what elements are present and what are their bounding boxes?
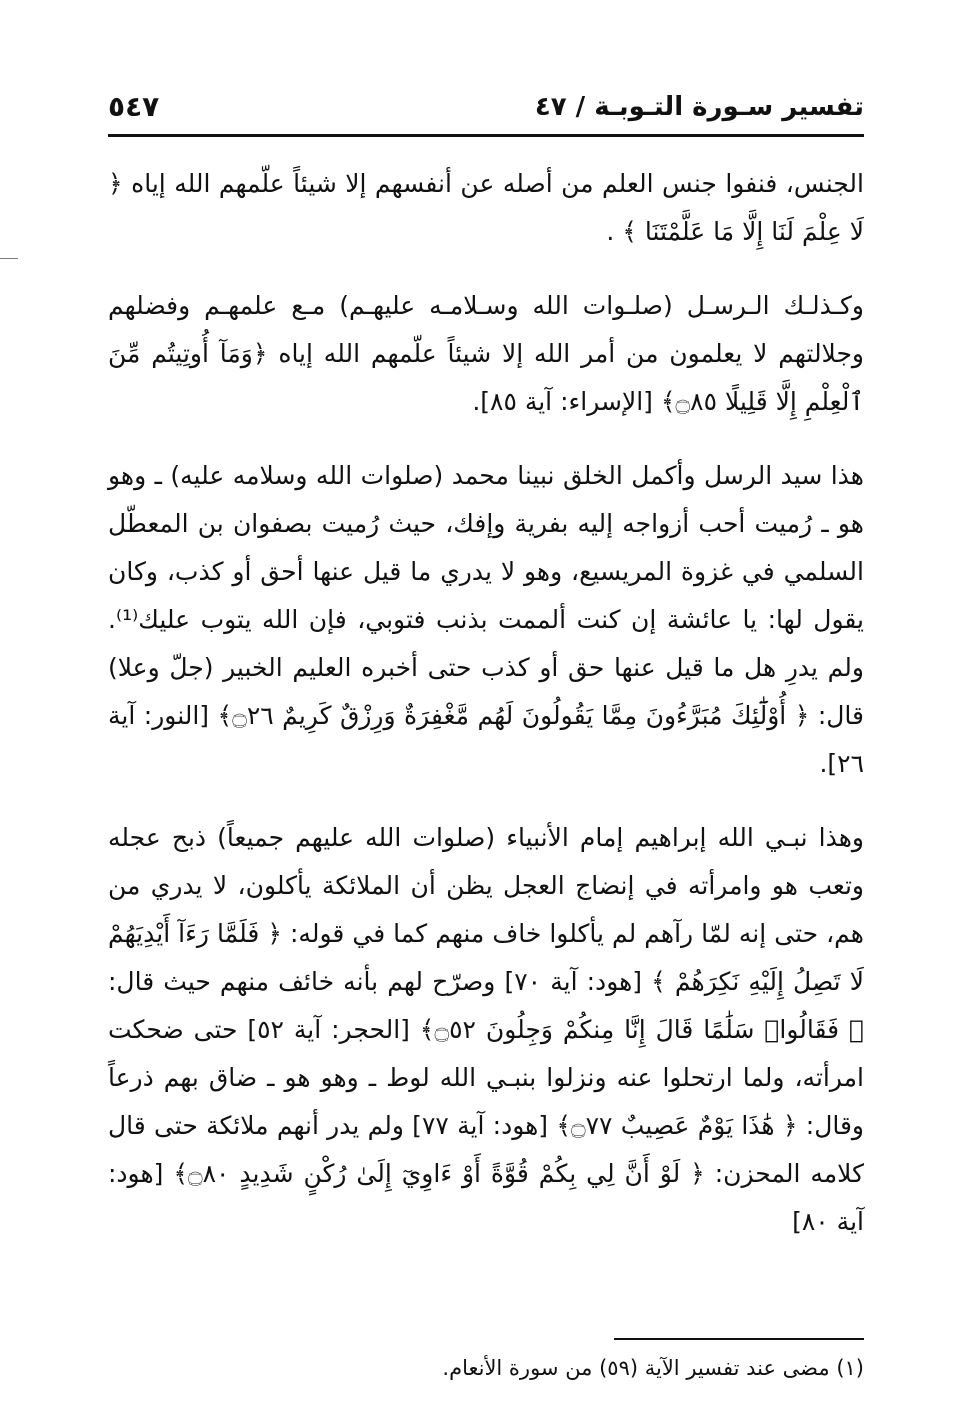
- footnote: (١) مضى عند تفسير الآية (٥٩) من سورة الأنعام.: [442, 1356, 864, 1380]
- paragraph-4: وهذا نبـي الله إبراهيم إمام الأنبياء (صلوات الله عليهم جميعاً) ذبح عجله وتعب هو وامرأته في إنضاج العجل يظن أن الملائكة يأكلون، لا يدري من هم، حتى إنه لمّا رآهم لم يأكلوا خاف منهم كما في قوله: ﴿ فَلَمَّا رَءَآ أَيْدِيَهُمْ لَا تَصِلُ إِلَيْهِ نَكِرَهُمْ ﴾ [هود: آية ٧٠] وصرّح لهم بأنه خائف منهم حيث قال: ﴿ فَقَالُوا۟ سَلَٰمًا قَالَ إِنَّا مِنكُمْ وَجِلُونَ ۝٥٢﴾ [الحجر: آية ٥٢] حتى ضحكت امرأته، ولما ارتحلوا عنه ونزلوا بنبـي الله لوط ـ وهو هو ـ ضاق بهم ذرعاً وقال: ﴿ هَٰذَا يَوْمٌ عَصِيبٌ ۝٧٧﴾ [هود: آية ٧٧] ولم يدر أنهم ملائكة حتى قال كلامه المحزن: ﴿ لَوْ أَنَّ لِي بِكُمْ قُوَّةً أَوْ ءَاوِيٓ إِلَىٰ رُكْنٍ شَدِيدٍ ۝٨٠﴾ [هود: آية ٨٠]: [108, 823, 865, 1236]
- page-body: [108, 160, 864, 1272]
- footnote-rule: [614, 1338, 864, 1340]
- paragraph-1: الجنس، فنفوا جنس العلم من أصله عن أنفسهم إلا شيئاً علّمهم الله إياه ﴿ لَا عِلْمَ لَنَا إِلَّا مَا عَلَّمْتَنَا ﴾ .: [108, 169, 864, 246]
- document-page: [108, 84, 864, 1384]
- margin-mark: [0, 258, 18, 259]
- page-number: ٥٤٧: [108, 90, 160, 123]
- header-rule: [108, 134, 864, 137]
- running-title: تفسير سـورة التـوبـة / ٤٧: [534, 92, 864, 122]
- page-header: [108, 84, 864, 132]
- paragraph-2: وكـذلـك الـرسـل (صلـوات الله وسـلامـه عليهـم) مـع علمهـم وفضلهم وجلالتهم لا يعلمون من أمر الله إلا شيئاً علّمهم الله إياه ﴿وَمَآ أُوتِيتُم مِّنَ ٱلْعِلْمِ إِلَّا قَلِيلًا ۝٨٥﴾ [الإسراء: آية ٨٥].: [108, 291, 864, 416]
- paragraph-3: هذا سيد الرسل وأكمل الخلق نبينا محمد (صلوات الله وسلامه عليه) ـ وهو هو ـ رُميت أحب أزواجه إليه بفرية وإفك، حيث رُميت بصفوان بن المعطّل السلمي في غزوة المريسيع، وهو لا يدري ما قيل عنها أحق أو كذب، وكان يقول لها: يا عائشة إن كنت ألممت بذنب فتوبي، فإن الله يتوب عليك⁽¹⁾. ولم يدرِ هل ما قيل عنها حق أو كذب حتى أخبره العليم الخبير (جلّ وعلا) قال: ﴿ أُوْلَٰٓئِكَ مُبَرَّءُونَ مِمَّا يَقُولُونَ لَهُم مَّغْفِرَةٌ وَرِزْقٌ كَرِيمٌ ۝٢٦﴾ [النور: آية ٢٦].: [108, 461, 864, 778]
